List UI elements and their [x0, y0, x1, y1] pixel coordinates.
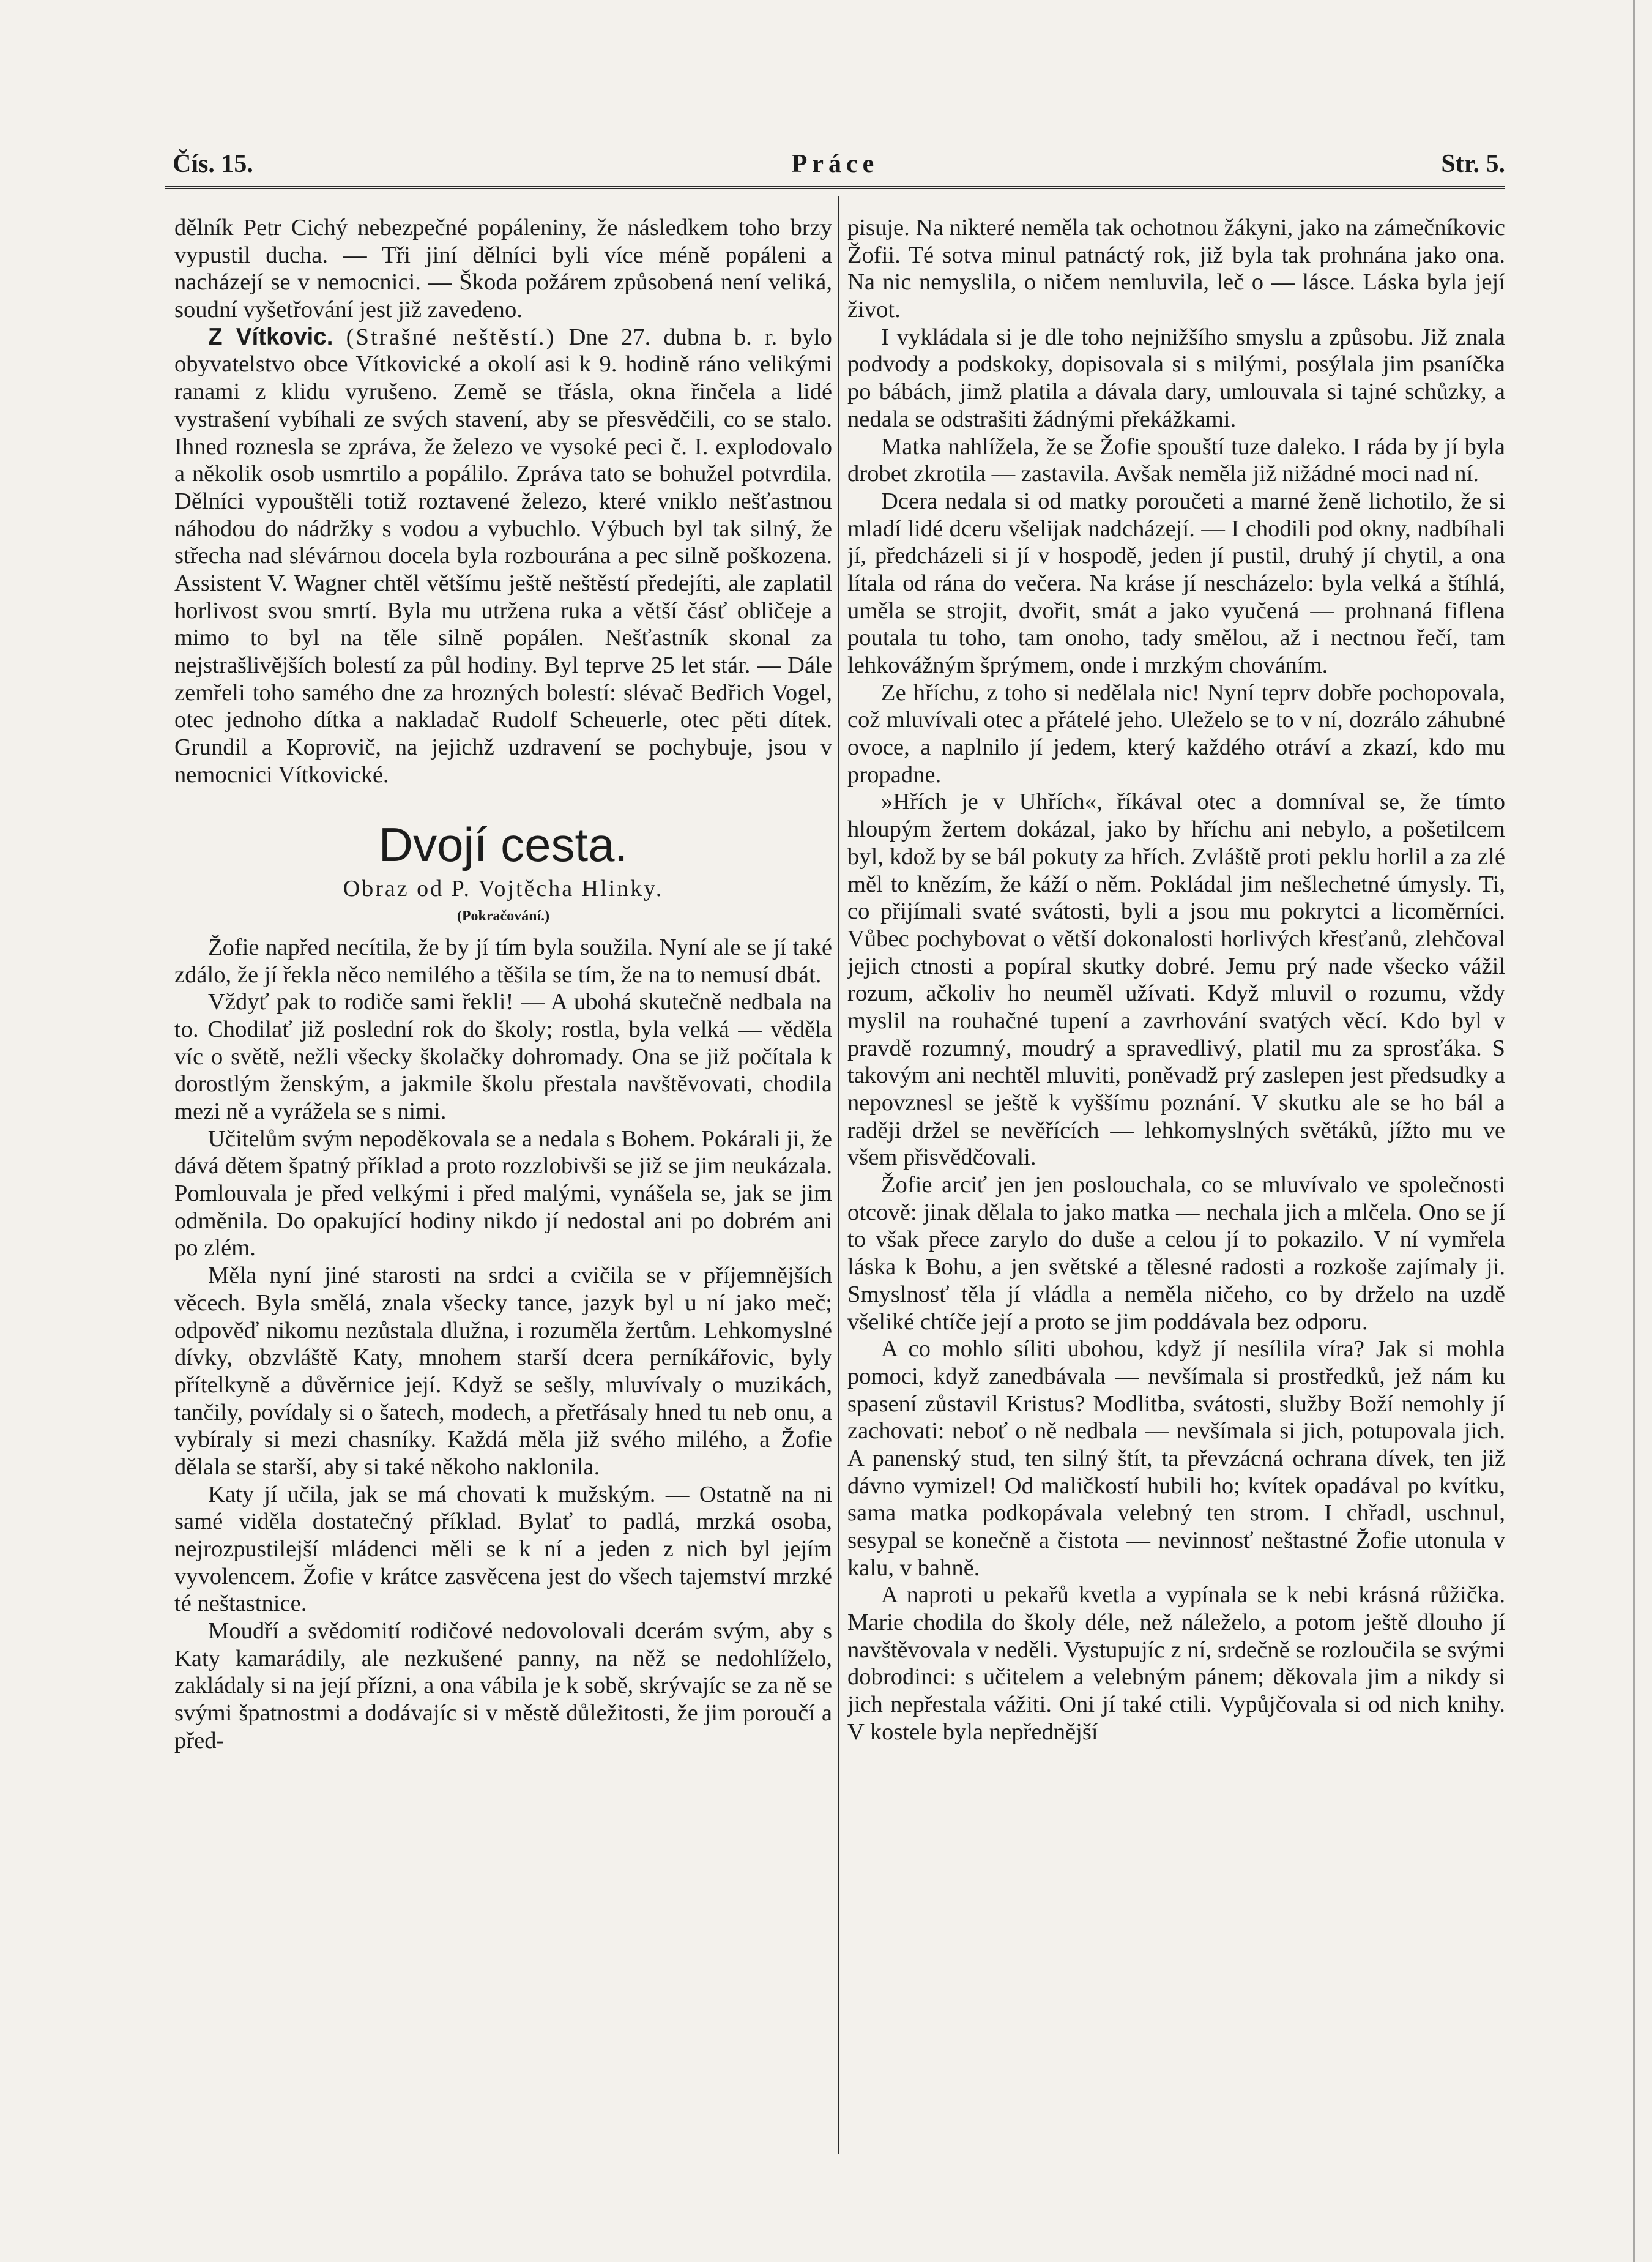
story-paragraph: Dcera nedala si od matky poroučeti a marné ženě lichotilo, že si mladí lidé dceru všelijak nadcházejí. — I chodili pod okny, nadbíhali jí, předcházeli si jí v hospodě, jeden jí pustil, druhý jí chytil, a ona lítala od rána do večera. Na kráse jí nescházelo: byla velká a štíhlá, uměla se strojit, dvořit, smát a jako vyučená — prohnaná fiflena poutala tu toho, tam onoho, tady smělou, až i nectnou řečí, tam lehkovážným šprýmem, onde i mrzkým chováním.: [847, 488, 1505, 678]
news-text: Dne 27. dubna b. r. bylo obyvatelstvo obce Vítkovické a okolí asi k 9. hodině ráno velikými ranami z klidu vyrušeno. Země se třásla, okna řinčela a lidé vystrašení vybíhali ze svých stavení, aby se přesvědčili, co se stalo. Ihned roznesla se zpráva, že železo ve vysoké peci č. I. explodovalo a několik osob usmrtilo a popálilo. Zpráva tato se bohužel potvrdila. Dělníci vypouštěli totiž roztavené železo, které vniklo nešťastnou náhodou do nádržky s vodou a vybuchlo. Výbuch byl tak silný, že střecha nad slévárnou docela byla rozbourána a pec silně poškozena. Assistent V. Wagner chtěl většímu ještě neštěstí předejíti, ale zaplatil horlivost svou smrtí. Byla mu utržena ruka a větší čásť obličeje a mimo to byl na těle silně popálen. Nešťastník skonal za nejstrašlivějších bolestí za půl hodiny. Byl teprve 25 let stár. — Dále zemřeli toho samého dne za hrozných bolestí: slévač Bedřich Vogel, otec jednoho dítka a nakladač Rudolf Scheuerle, otec pěti dítek. Grundil a Koprovič, na jejichž uzdravení se pochybuje, jsou v nemocnici Vítkovické.: [174, 324, 832, 788]
story-paragraph: »Hřích je v Uhřích«, říkával otec a domníval se, že tímto hloupým žertem dokázal, jako by hříchu ani nebylo, a pošetilcem byl, kdož by se bál pokuty za hřích. Zvláště proti peklu horlil a za zlé měl to knězím, že káží o něm. Pokládal jim nešlechetné úmysly. Ti, co přijímali svaté svátosti, byli a jsou mu pokrytci a licoměrníci. Vůbec pochybovat o větší dokonalosti horlivých křesťanů, zlehčoval jejich ctnosti a popíral skutky dobré. Jemu prý nade všecko vážil rozum, ačkoliv ho neuměl užívati. Když mluvil o rozumu, vždy myslil na rouhačné tupení a zavrhování svatých věcí. Kdo byl v pravdě rozumný, moudrý a spravedlivý, platil mu za sprosťáka. S takovým ani nechtěl mluviti, poněvadž prý zaslepen jest předsudky a nepovznesl se ještě k vyššímu poznání. V skutku ale se ho bál a raději držel se nevěřících — lehkomyslných světáků, jížto mu ve všem přisvědčovali.: [847, 789, 1505, 1171]
column-divider: [838, 196, 839, 2154]
story-paragraph: A naproti u pekařů kvetla a vypínala se k nebi krásná růžička. Marie chodila do školy déle, než náleželo, a potom ještě dlouho jí navštěvovala v neděli. Vystupujíc z ní, srdečně se rozloučila se svými dobrodinci: s učitelem a velebným pánem; děkovala jim a nikdy si jich nepřestala vážiti. Oni jí také ctili. Vypůjčovala si od nich knihy. V kostele byla nepřednější: [847, 1582, 1505, 1745]
story-paragraph: Moudří a svědomití rodičové nedovolovali dcerám svým, aby s Katy kamarádily, ale nezkušené panny, na něž se nedohlíželo, zakládaly si na její přízni, a ona vábila je k sobě, skrývajíc se za ně se svými špatnostmi a dodávajíc si v městě důležitosti, že jim poroučí a před-: [174, 1618, 832, 1753]
story-paragraph: Žofie napřed necítila, že by jí tím byla soužila. Nyní ale se jí také zdálo, že jí řekla něco nemilého a těšila se tím, že na to nemusí dbát.: [174, 934, 832, 988]
news-subheading: (Strašné neštěstí.): [346, 324, 556, 350]
story-paragraph: Ze hříchu, z toho si nedělala nic! Nyní teprv dobře pochopovala, což mluvívali otec a přátelé jeho. Uleželo se to v ní, dozrálo záhubné ovoce, a naplnilo jí jedem, který každého otráví a zkazí, kdo mu propadne.: [847, 679, 1505, 788]
left-column: [174, 214, 832, 2142]
story-continued-label: (Pokračování.): [456, 908, 550, 925]
news-heading: Z Vítkovic.: [208, 323, 333, 350]
story-paragraph: Měla nyní jiné starosti na srdci a cvičila se v příjemnějších věcech. Byla smělá, znala všecky tance, jazyk byl u ní jako meč; odpověď nikomu nezůstala dlužna, i rozuměla žertům. Lehkomyslné dívky, obzvláště Katy, mnohem starší dcera perníkářovic, byly přítelkyně a důvěrnice její. Když se sešly, mluvívaly o muzikách, tančily, povídaly si o šatech, modech, a přetřásaly hned tu neb onu, a vybíraly si mezi chasníky. Každá měla již svého milého, a Žofie dělala se starší, aby si také někoho naklonila.: [174, 1263, 832, 1480]
newspaper-title: Práce: [791, 150, 879, 178]
news-continuation: dělník Petr Cichý nebezpečné popáleniny, že následkem toho brzy vypustil ducha. — Tři jiní dělníci byli více méně popáleni a nacházejí se v nemocnici. — Škoda požárem způsobená není veliká, soudní vyšetřování jest již zavedeno.: [174, 215, 832, 323]
page-number: Str. 5.: [1441, 150, 1505, 178]
news-item-vitkovice: [174, 324, 832, 789]
page-edge: [1633, 0, 1635, 2262]
header-rule: [165, 186, 1505, 189]
story-paragraph: A co mohlo síliti ubohou, když jí nesílila víra? Jak si mohla pomoci, když zanedbávala — nevšímala si prostředků, jež nám ku spasení zůstavil Kristus? Modlitba, svátosti, služby Boží nemohly jí zachovati: neboť o ně nedbala — nevšímala si jich, potupovala jich. A panenský stud, ten silný štít, ta převzácná ochrana dívek, ten již dávno vymizel! Od maličkostí hubili ho; kvítek opadával po kvítku, sama matka podkopávala velebný ten strom. I chřadl, uschnul, sesypal se konečně a čistota — nevinnosť neštastné Žofie utonula v kalu, v bahně.: [847, 1336, 1505, 1581]
story-paragraph: I vykládala si je dle toho nejnižšího smyslu a způsobu. Již znala podvody a podskoky, dopisovala si s milými, posýlala jim psaníčka po bábách, jimž platila a dávala dary, umlouvala si tajné schůzky, a nedala se odstrašiti žádnými překážkami.: [847, 324, 1505, 432]
story-paragraph: Katy jí učila, jak se má chovati k mužským. — Ostatně na ni samé viděla dostatečný příklad. Bylať to padlá, mrzká osoba, nejrozpustilejší mládenci měli se k ní a jeden z nich byl jejím vyvolencem. Žofie v krátce zasvěcena jest do všech tajemství mrzké té neštastnice.: [174, 1481, 832, 1617]
page-header: [165, 149, 1505, 186]
story-title: Dvojí cesta.: [378, 818, 628, 872]
story-subtitle: Obraz od P. Vojtěcha Hlinky.: [343, 876, 664, 902]
issue-number: Čís. 15.: [173, 150, 253, 178]
story-paragraph: pisuje. Na nikteré neměla tak ochotnou žákyni, jako na zámečníkovic Žofii. Té sotva minul patnáctý rok, již byla tak prohnána jako ona. Na nic nemyslila, o ničem nemluvila, leč o — lásce. Láska byla její život.: [847, 215, 1505, 323]
right-column: [847, 214, 1505, 2142]
story-paragraph: Žofie arciť jen jen poslouchala, co se mluvívalo ve společnosti otcově: jinak dělala to jako matka — nechala jich a mlčela. Ono se jí to však přece zarylo do duše a celou jí to pokazilo. V ní vymřela láska k Bohu, a jen světské a tělesné radosti a rozkoše zajímaly ji. Smyslnosť těla jí vládla a neměla ničeho, co by drželo na uzdě všeliké chtíče její a proto se jim poddávala bez odporu.: [847, 1172, 1505, 1335]
story-paragraph: Vždyť pak to rodiče sami řekli! — A ubohá skutečně nedbala na to. Chodilať již poslední rok do školy; rostla, byla velká — věděla víc o světě, nežli všecky školačky dohromady. Ona se již počítala k dorostlým ženským, a jakmile školu přestala navštěvovati, chodila mezi ně a vyrážela se s nimi.: [174, 989, 832, 1125]
story-paragraph: Učitelům svým nepoděkovala se a nedala s Bohem. Pokárali ji, že dává dětem špatný příklad a proto rozzlobivši se již se jim neukázala. Pomlouvala je před velkými i před malými, vynášela se, jak se jim odměnila. Do opakující hodiny nikdo jí nedostal ani po dobrém ani po zlém.: [174, 1125, 832, 1261]
story-paragraph: Matka nahlížela, že se Žofie spouští tuze daleko. I ráda by jí byla drobet zkrotila — zastavila. Avšak neměla již nižádné moci nad ní.: [847, 433, 1505, 487]
